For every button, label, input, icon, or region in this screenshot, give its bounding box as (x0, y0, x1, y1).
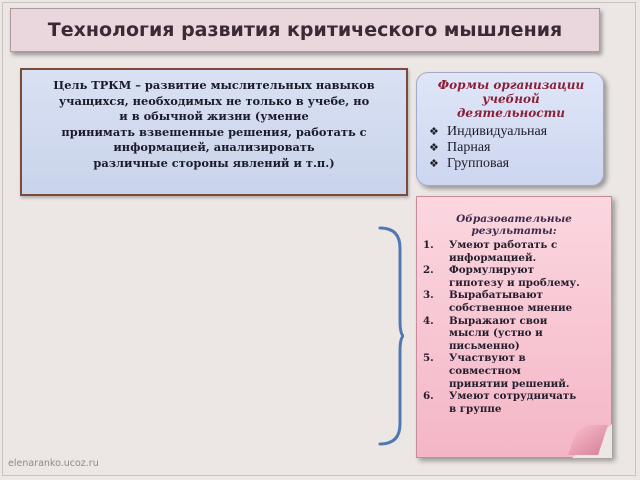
results-list-item: 4. Выражают свои мысли (устно и письменно) (423, 314, 548, 352)
results-list-item: 6. Умеют сотрудничать в группе (423, 390, 577, 415)
forms-list-item: ❖ Парная (429, 140, 491, 155)
results-list (423, 239, 605, 415)
footer-watermark: elenaranko.ucoz.ru (8, 458, 99, 469)
forms-box (416, 72, 604, 186)
page-title (10, 8, 600, 52)
page-title-text: Технология развития критического мышления (47, 19, 563, 41)
goal-line: принимать взвешенные решения, работать с (61, 124, 367, 139)
right-brace-icon (376, 224, 406, 448)
forms-title: Формы организации учебной деятельности (437, 78, 585, 120)
goal-line: различные стороны явлений и т.п.) (93, 155, 335, 170)
results-list-item: 5. Участвуют в совместном принятии решений. (423, 352, 570, 390)
results-list-item: 2. Формулируют гипотезу и проблему. (423, 264, 580, 289)
goal-line: учащихся, необходимых не только в учебе, но (58, 93, 370, 108)
forms-list (427, 124, 595, 172)
goal-line: и в обычной жизни (умение (119, 109, 309, 123)
goal-line: информацией, анализировать (113, 140, 315, 154)
results-list-item: 1. Умеют работать с информацией. (423, 239, 558, 264)
forms-list-item: ❖ Индивидуальная (429, 124, 548, 139)
forms-list-item: ❖ Групповая (429, 156, 510, 171)
bullet-icon: ❖ (429, 158, 439, 170)
results-box (416, 196, 612, 458)
goal-box (20, 68, 408, 196)
results-list-item: 3. Вырабатывают собственное мнение (423, 289, 573, 314)
bullet-icon: ❖ (429, 142, 439, 154)
results-title: Образовательные результаты: (456, 213, 572, 237)
bullet-icon: ❖ (429, 126, 439, 138)
goal-line: Цель ТРКМ – развитие мыслительных навыков (53, 78, 375, 92)
